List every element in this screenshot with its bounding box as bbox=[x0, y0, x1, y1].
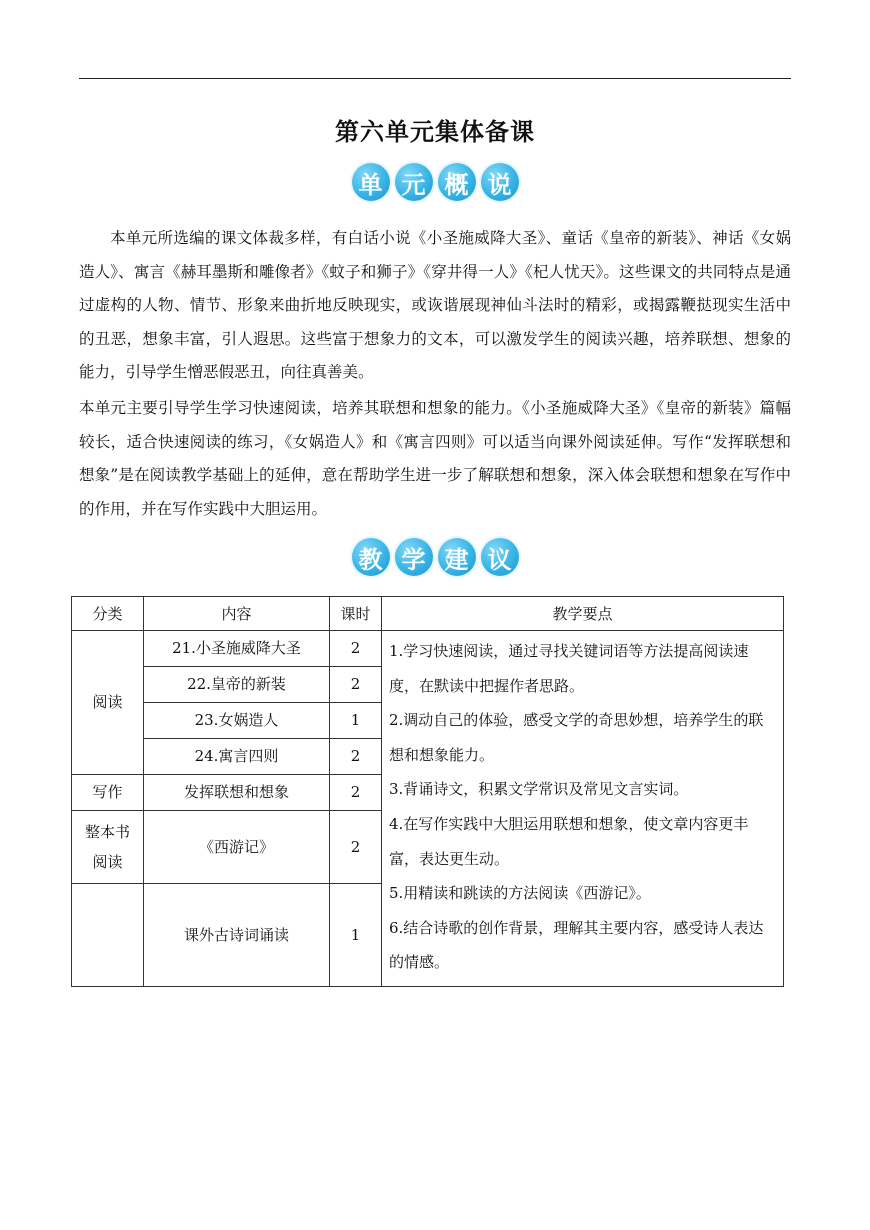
lesson-hours: 2 bbox=[330, 738, 382, 774]
badge-char: 概 bbox=[438, 163, 476, 201]
badge-char: 建 bbox=[438, 538, 476, 576]
badge-char: 学 bbox=[395, 538, 433, 576]
teaching-point: 2.调动自己的体验，感受文学的奇思妙想，培养学生的联想和想象能力。 bbox=[389, 711, 764, 764]
teaching-point: 6.结合诗歌的创作背景，理解其主要内容，感受诗人表达的情感。 bbox=[389, 918, 764, 972]
lesson-hours: 1 bbox=[330, 702, 382, 738]
teaching-point: 5.用精读和跳读的方法阅读《西游记》。 bbox=[389, 884, 651, 903]
lesson-hours: 2 bbox=[330, 810, 382, 884]
badge-char: 单 bbox=[352, 163, 390, 201]
header-rule bbox=[79, 78, 791, 79]
lesson-content: 21.小圣施威降大圣 bbox=[144, 631, 330, 667]
category-line: 阅读 bbox=[92, 852, 123, 871]
teaching-points-cell bbox=[382, 631, 784, 987]
table-row bbox=[72, 631, 784, 667]
category-line: 整本书 bbox=[84, 822, 130, 841]
section-badge-overview bbox=[0, 163, 870, 201]
lesson-content: 24.寓言四则 bbox=[144, 738, 330, 774]
teaching-point: 3.背诵诗文，积累文学常识及常见文言实词。 bbox=[389, 780, 689, 799]
header-points: 教学要点 bbox=[382, 597, 784, 631]
category-writing: 写作 bbox=[72, 774, 144, 810]
lesson-content: 23.女娲造人 bbox=[144, 702, 330, 738]
badge-char: 元 bbox=[395, 163, 433, 201]
lesson-hours: 2 bbox=[330, 666, 382, 702]
lesson-content: 发挥联想和想象 bbox=[144, 774, 330, 810]
lesson-hours: 2 bbox=[330, 774, 382, 810]
table-header-row bbox=[72, 597, 784, 631]
category-poetry bbox=[72, 884, 144, 986]
badge-char: 议 bbox=[481, 538, 519, 576]
lesson-content: 课外古诗词诵读 bbox=[144, 884, 330, 986]
overview-paragraph-2: 本单元主要引导学生学习快速阅读，培养其联想和想象的能力。《小圣施威降大圣》《皇帝的新装》篇幅较长，适合快速阅读的练习，《女娲造人》和《寓言四则》可以适当向课外阅读延伸。写作“发挥联想和想象”是在阅读教学基础上的延伸，意在帮助学生进一步了解联想和想象，深入体会联想和想象在写作中的作用，并在写作实践中大胆运用。 bbox=[79, 399, 791, 518]
header-content: 内容 bbox=[144, 597, 330, 631]
teaching-plan-table bbox=[71, 596, 784, 987]
teaching-point: 4.在写作实践中大胆运用联想和想象，使文章内容更丰富，表达更生动。 bbox=[389, 814, 749, 868]
badge-char: 教 bbox=[352, 538, 390, 576]
lesson-hours: 1 bbox=[330, 884, 382, 986]
teaching-point: 1.学习快速阅读，通过寻找关键词语等方法提高阅读速度，在默读中把握作者思路。 bbox=[389, 642, 749, 695]
header-category: 分类 bbox=[72, 597, 144, 631]
overview-paragraph-1: 本单元所选编的课文体裁多样，有白话小说《小圣施威降大圣》、童话《皇帝的新装》、神话《女娲造人》、寓言《赫耳墨斯和雕像者》《蚊子和狮子》《穿井得一人》《杞人忧天》。这些课文的共同特点是通过虚构的人物、情节、形象来曲折地反映现实，或诙谐展现神仙斗法时的精彩，或揭露鞭挞现实生活中的丑恶，想象丰富，引人遐思。这些富于想象力的文本，可以激发学生的阅读兴趣，培养联想、想象的能力，引导学生憎恶假恶丑，向往真善美。 bbox=[79, 229, 791, 381]
lesson-hours: 2 bbox=[330, 631, 382, 667]
page-title: 第六单元集体备课 bbox=[335, 118, 535, 146]
category-reading: 阅读 bbox=[72, 631, 144, 775]
badge-char: 说 bbox=[481, 163, 519, 201]
category-whole-book bbox=[72, 810, 144, 884]
lesson-content: 《西游记》 bbox=[144, 810, 330, 884]
header-hours: 课时 bbox=[330, 597, 382, 631]
lesson-content: 22.皇帝的新装 bbox=[144, 666, 330, 702]
section-badge-advice bbox=[0, 538, 870, 576]
